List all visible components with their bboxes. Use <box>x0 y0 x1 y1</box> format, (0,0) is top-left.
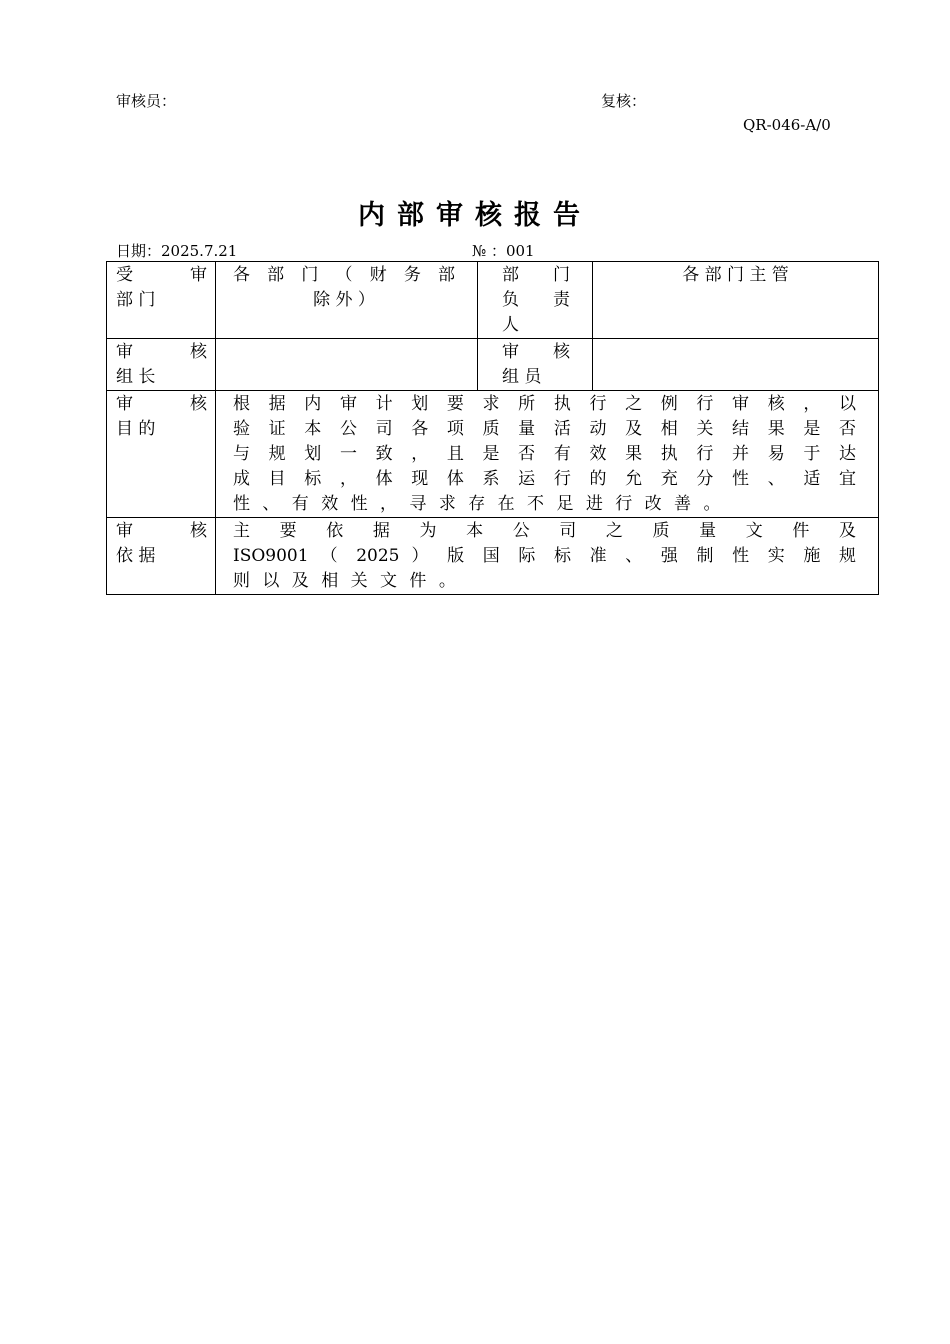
row-audit-team <box>107 339 879 391</box>
purpose-line-4: 成 目 标 ， 体 现 体 系 运 行 的 允 充 分 性 、 适 宜 <box>233 469 856 489</box>
basis-line-3: 则 以 及 相 关 文 件 。 <box>233 571 460 591</box>
audited-dept-label-line-1: 受 审 <box>116 265 207 285</box>
audited-dept-label-line-2: 部 门 <box>116 290 156 310</box>
basis-label-line-1: 审 核 <box>116 521 207 541</box>
purpose-line-5: 性 、 有 效 性 ， 寻 求 存 在 不 足 进 行 改 善 。 <box>233 494 724 514</box>
dept-head-value <box>593 262 879 339</box>
audited-dept-value-line-2: 除 外 ） <box>313 290 375 310</box>
purpose-label-line-1: 审 核 <box>116 394 207 414</box>
reviewer-label: 复核： <box>601 92 647 110</box>
dept-head-label <box>478 262 593 339</box>
dept-head-label-line-1: 部 门 <box>502 265 570 285</box>
report-number: № ：001 <box>472 242 535 260</box>
purpose-label-line-2: 目 的 <box>116 419 156 439</box>
team-member-label <box>478 339 593 391</box>
basis-text <box>216 518 879 595</box>
purpose-label <box>107 391 216 518</box>
basis-label-line-2: 依 据 <box>116 546 156 566</box>
dept-head-value-text: 各 部 门 主 管 <box>682 265 789 285</box>
row-audit-basis <box>107 518 879 595</box>
basis-label <box>107 518 216 595</box>
dept-head-label-line-3: 人 <box>502 315 519 335</box>
purpose-line-2: 验 证 本 公 司 各 项 质 量 活 动 及 相 关 结 果 是 否 <box>233 419 856 439</box>
team-member-label-line-2: 组 员 <box>502 367 542 387</box>
team-member-label-line-1: 审 核 <box>502 342 570 362</box>
basis-line-1: 主 要 依 据 为 本 公 司 之 质 量 文 件 及 <box>233 521 856 541</box>
audited-dept-value <box>216 262 478 339</box>
report-date: 日期：2025.7.21 <box>116 242 238 260</box>
purpose-line-3: 与 规 划 一 致 ， 且 是 否 有 效 果 执 行 并 易 于 达 <box>233 444 856 464</box>
team-leader-label-line-1: 审 核 <box>116 342 207 362</box>
audited-dept-label <box>107 262 216 339</box>
team-leader-value <box>216 339 478 391</box>
team-leader-label-line-2: 组 长 <box>116 367 156 387</box>
row-audit-purpose <box>107 391 879 518</box>
team-member-value <box>593 339 879 391</box>
row-audited-dept <box>107 262 879 339</box>
audited-dept-value-line-1: 各 部 门 （ 财 务 部 <box>233 265 455 285</box>
report-title: 内部审核报告 <box>358 200 592 231</box>
audit-report-table <box>106 261 879 595</box>
team-leader-label <box>107 339 216 391</box>
purpose-line-1: 根 据 内 审 计 划 要 求 所 执 行 之 例 行 审 核 ， 以 <box>233 394 856 414</box>
purpose-text <box>216 391 879 518</box>
basis-line-2: ISO9001 （ 2025 ） 版 国 际 标 准 、 强 制 性 实 施 规 <box>233 546 856 566</box>
auditor-label: 审核员： <box>116 92 177 110</box>
form-code: QR-046-A/0 <box>743 116 831 134</box>
dept-head-label-line-2: 负 责 <box>502 290 570 310</box>
